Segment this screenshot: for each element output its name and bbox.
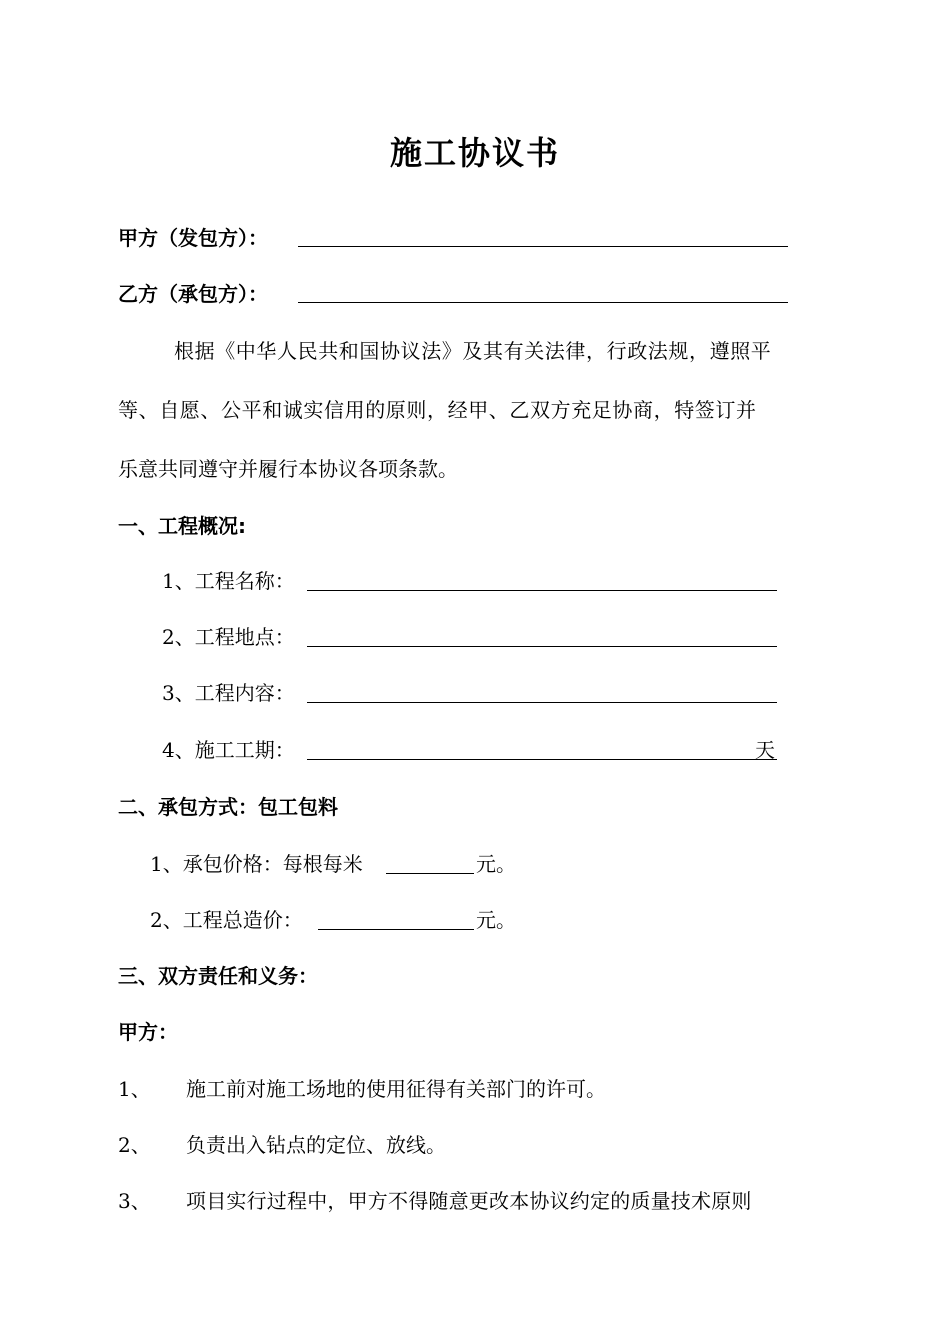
contract-price-unit: 元。: [476, 852, 516, 876]
section-3-heading: 三、双方责任和义务：: [118, 964, 318, 988]
construction-period-blank: [307, 759, 777, 760]
section-1-heading: 一、工程概况:: [118, 514, 246, 538]
construction-period-unit: 天: [755, 738, 775, 762]
party-b-label: 乙方（承包方）：: [118, 282, 268, 306]
party-a-blank: [298, 246, 788, 247]
project-name-blank: [307, 590, 777, 591]
party-a-item-1-number: 1、: [118, 1077, 151, 1101]
total-cost-blank: [318, 929, 474, 930]
project-name-label: 1、工程名称：: [162, 569, 295, 593]
total-cost-label: 2、工程总造价：: [150, 908, 303, 932]
contract-price-label: 1、承包价格：每根每米: [150, 852, 363, 876]
party-a-item-1-text: 施工前对施工场地的使用征得有关部门的许可。: [186, 1077, 606, 1101]
intro-line-1: 根据《中华人民共和国协议法》及其有关法律，行政法规，遵照平: [174, 339, 772, 363]
project-content-blank: [307, 702, 777, 703]
project-location-label: 2、工程地点：: [162, 625, 295, 649]
project-content-label: 3、工程内容：: [162, 681, 295, 705]
section-2-heading: 二、承包方式：包工包料: [118, 795, 338, 819]
project-location-blank: [307, 646, 777, 647]
party-a-label: 甲方（发包方）：: [118, 226, 268, 250]
party-a-item-3-number: 3、: [118, 1189, 151, 1213]
party-a-item-3-text: 项目实行过程中，甲方不得随意更改本协议约定的质量技术原则: [186, 1189, 752, 1213]
construction-period-label: 4、施工工期：: [162, 738, 295, 762]
party-a-item-2-number: 2、: [118, 1133, 151, 1157]
intro-line-2: 等、自愿、公平和诚实信用的原则，经甲、乙双方充足协商，特签订并: [118, 398, 757, 422]
party-a-heading: 甲方：: [118, 1020, 178, 1044]
party-b-blank: [298, 302, 788, 303]
party-a-item-2-text: 负责出入钻点的定位、放线。: [186, 1133, 446, 1157]
intro-line-3: 乐意共同遵守并履行本协议各项条款。: [118, 457, 458, 481]
document-title: 施工协议书: [389, 134, 560, 172]
total-cost-unit: 元。: [476, 908, 516, 932]
contract-price-blank: [386, 873, 474, 874]
